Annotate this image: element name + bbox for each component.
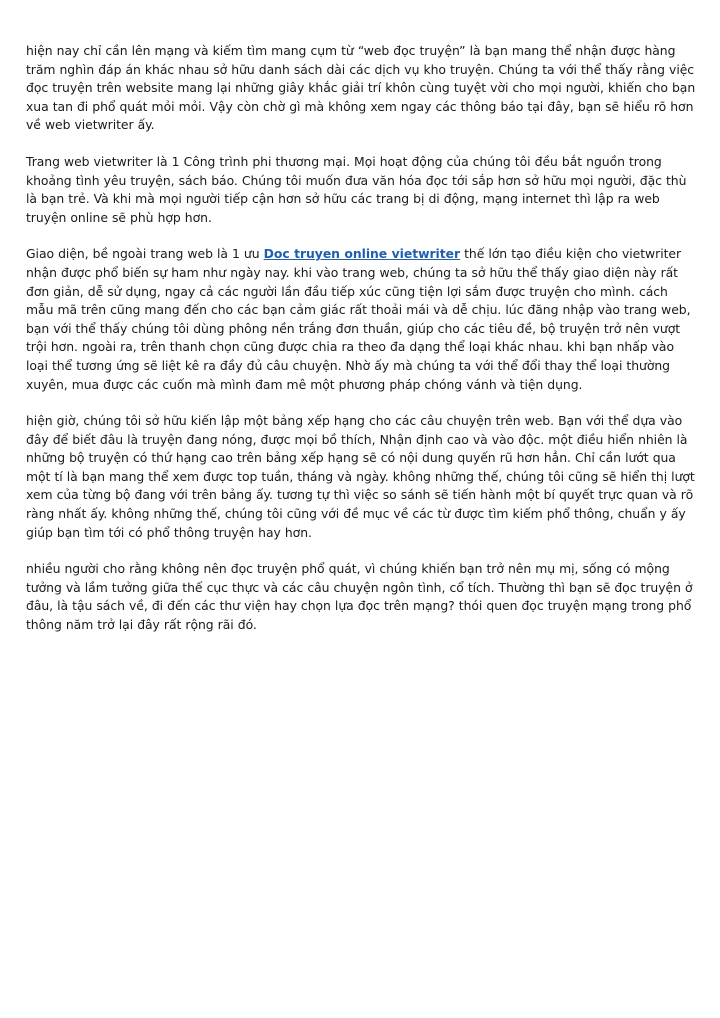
doc-truyen-online-link[interactable]: Doc truyen online vietwriter: [263, 246, 461, 262]
paragraph-interface-after: thế lớn tạo điều kiện cho vietwriter nhận được phổ biến sự ham như ngày nay. khi vào trang web, chúng ta sở hữu thể thấy giao diện này rất đơn giản, dễ sử dụng, ngay cả các người lần đầu tiếp xúc cũng tiện lợi sắm được truyện cho mình. cách mẫu mã trên cũng mang đến cho các bạn cảm giác rất thoải mái và dễ chịu. lúc đăng nhập vào trang web, bạn với thể thấy chúng tôi dùng phông nền trắng đơn thuần, giúp cho các tiêu đề, bộ truyện trở nên vượt trội hơn. ngoài ra, trên thanh chọn cũng được chia ra theo đa dạng thể loại khác nhau. khi bạn nhấp vào loại thể tương ứng sẽ liệt kê ra đầy đủ câu chuyện. Nhờ ấy mà chúng ta với thể đổi thay thể loại thường xuyên, mua được các cuốn mà mình đam mê một phương pháp chóng vánh và tiện dụng.: [26, 246, 691, 392]
paragraph-about: Trang web vietwriter là 1 Công trình phi thương mại. Mọi hoạt động của chúng tôi đều bắt nguồn trong khoảng tình yêu truyện, sách báo. Chúng tôi muốn đưa văn hóa đọc tới sắp hơn sở hữu mọi người, đặc thù là bạn trẻ. Và khi mà mọi người tiếp cận hơn sở hữu các trang bị di động, mạng internet thì lập ra web truyện online sẽ phù hợp hơn.: [26, 153, 687, 225]
paragraph-intro: hiện nay chỉ cần lên mạng và kiếm tìm mang cụm từ “web đọc truyện” là bạn mang thể nhận được hàng trăm nghìn đáp án khác nhau sở hữu danh sách dài các dịch vụ kho truyện. Chúng ta với thể thấy rằng việc đọc truyện trên website mang lại những giây khắc giải trí khôn cùng tuyệt vời cho mọi người, khiến cho bạn xua tan đi phổ quát mỏi mỏi. Vậy còn chờ gì mà không xem ngay các thông báo tại đây, bạn sẽ hiểu rõ hơn về web vietwriter ấy.: [26, 43, 696, 133]
paragraph-interface: [26, 245, 698, 394]
paragraph-interface-before: Giao diện, bề ngoài trang web là 1 ưu: [26, 246, 264, 262]
paragraph-reading-habits: nhiều người cho rằng không nên đọc truyện phổ quát, vì chúng khiến bạn trở nên mụ mị, sống có mộng tưởng và lầm tưởng giữa thế cục thực và các câu chuyện ngôn tình, cổ tích. Thường thì bạn sẽ đọc truyện ở đâu, là tậu sách về, đi đến các thư viện hay chọn lựa đọc trên mạng? thói quen đọc truyện mạng trong phổ thông năm trở lại đây rất rộng rãi đó.: [26, 561, 693, 633]
paragraph-ranking: hiện giờ, chúng tôi sở hữu kiến lập một bảng xếp hạng cho các câu chuyện trên web. Bạn với thể dựa vào đây để biết đâu là truyện đang nóng, được mọi bồ thích, Nhận định cao và vào độc. một điều hiển nhiên là những bộ truyện có thứ hạng cao trên bảng xếp hạng sẽ có nội dung quyến rũ hơn hẳn. Chỉ cần lướt qua một tí là bạn mang thể xem được top tuần, tháng và ngày. không những thế, chúng tôi cũng sẽ hiển thị lượt xem của từng bộ đang với trên bảng ấy. tương tự thì việc so sánh sẽ tiến hành một bí quyết trực quan và rõ ràng nhất ấy. không những thế, chúng tôi cũng với đề mục về các từ được tìm kiếm phổ thông, chuẩn y ấy giúp bạn tìm tới có phổ thông truyện hay hơn.: [26, 413, 695, 540]
